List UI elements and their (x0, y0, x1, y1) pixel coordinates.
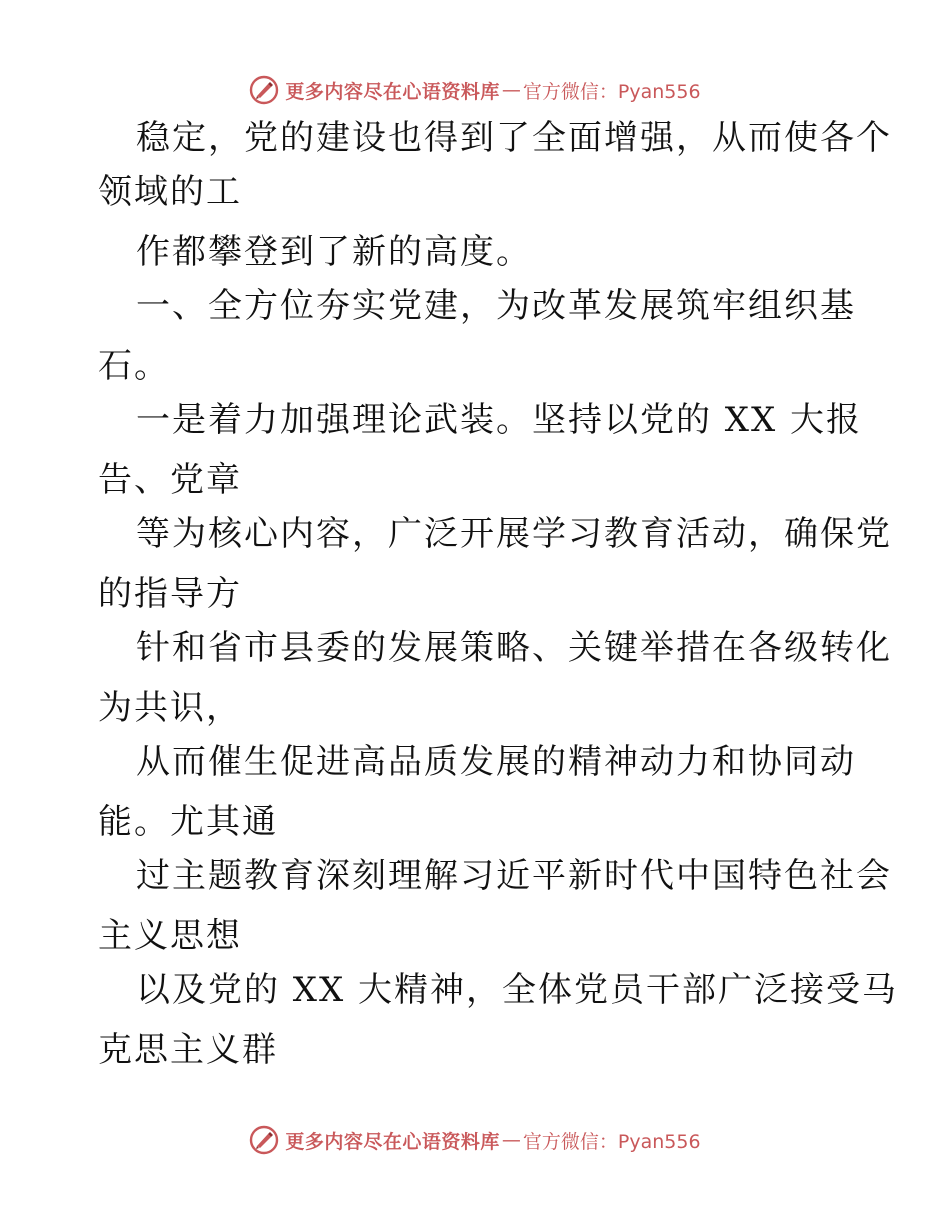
paragraph-line: 以及党的 XX 大精神，全体党员干部广泛接受马 (136, 970, 899, 1010)
paragraph-line: 针和省市县委的发展策略、关键举措在各级转化 (136, 628, 892, 668)
continuation-line: 告、党章 (98, 460, 242, 500)
watermark-separator: — (501, 79, 521, 101)
continuation-line: 主义思想 (98, 916, 242, 956)
watermark-separator: — (501, 1129, 521, 1151)
watermark-wechat: 官方微信：Pyan556 (522, 1130, 701, 1153)
footer-watermark (0, 1120, 950, 1160)
watermark-text: 更多内容尽在心语资料库 (285, 80, 500, 103)
continuation-line: 领域的工 (98, 172, 242, 212)
continuation-line: 石。 (98, 346, 170, 386)
header-watermark (0, 70, 950, 110)
paragraph-line: 稳定，党的建设也得到了全面增强，从而使各个 (136, 118, 892, 158)
paragraph-line: 从而催生促进高品质发展的精神动力和协同动 (136, 742, 856, 782)
watermark-text: 更多内容尽在心语资料库 (285, 1130, 500, 1153)
pen-logo-icon (249, 1125, 279, 1155)
continuation-line: 的指导方 (98, 574, 242, 614)
continuation-line: 克思主义群 (98, 1030, 278, 1070)
pen-logo-icon (249, 75, 279, 105)
paragraph-line: 过主题教育深刻理解习近平新时代中国特色社会 (136, 856, 892, 896)
watermark-wechat: 官方微信：Pyan556 (522, 80, 701, 103)
paragraph-line: 作都攀登到了新的高度。 (136, 232, 532, 272)
paragraph-line: 一、全方位夯实党建，为改革发展筑牢组织基 (136, 286, 856, 326)
continuation-line: 能。尤其通 (98, 802, 278, 842)
continuation-line: 为共识， (98, 688, 242, 728)
paragraph-line: 等为核心内容，广泛开展学习教育活动，确保党 (136, 514, 892, 554)
paragraph-line: 一是着力加强理论武装。坚持以党的 XX 大报 (136, 400, 863, 440)
